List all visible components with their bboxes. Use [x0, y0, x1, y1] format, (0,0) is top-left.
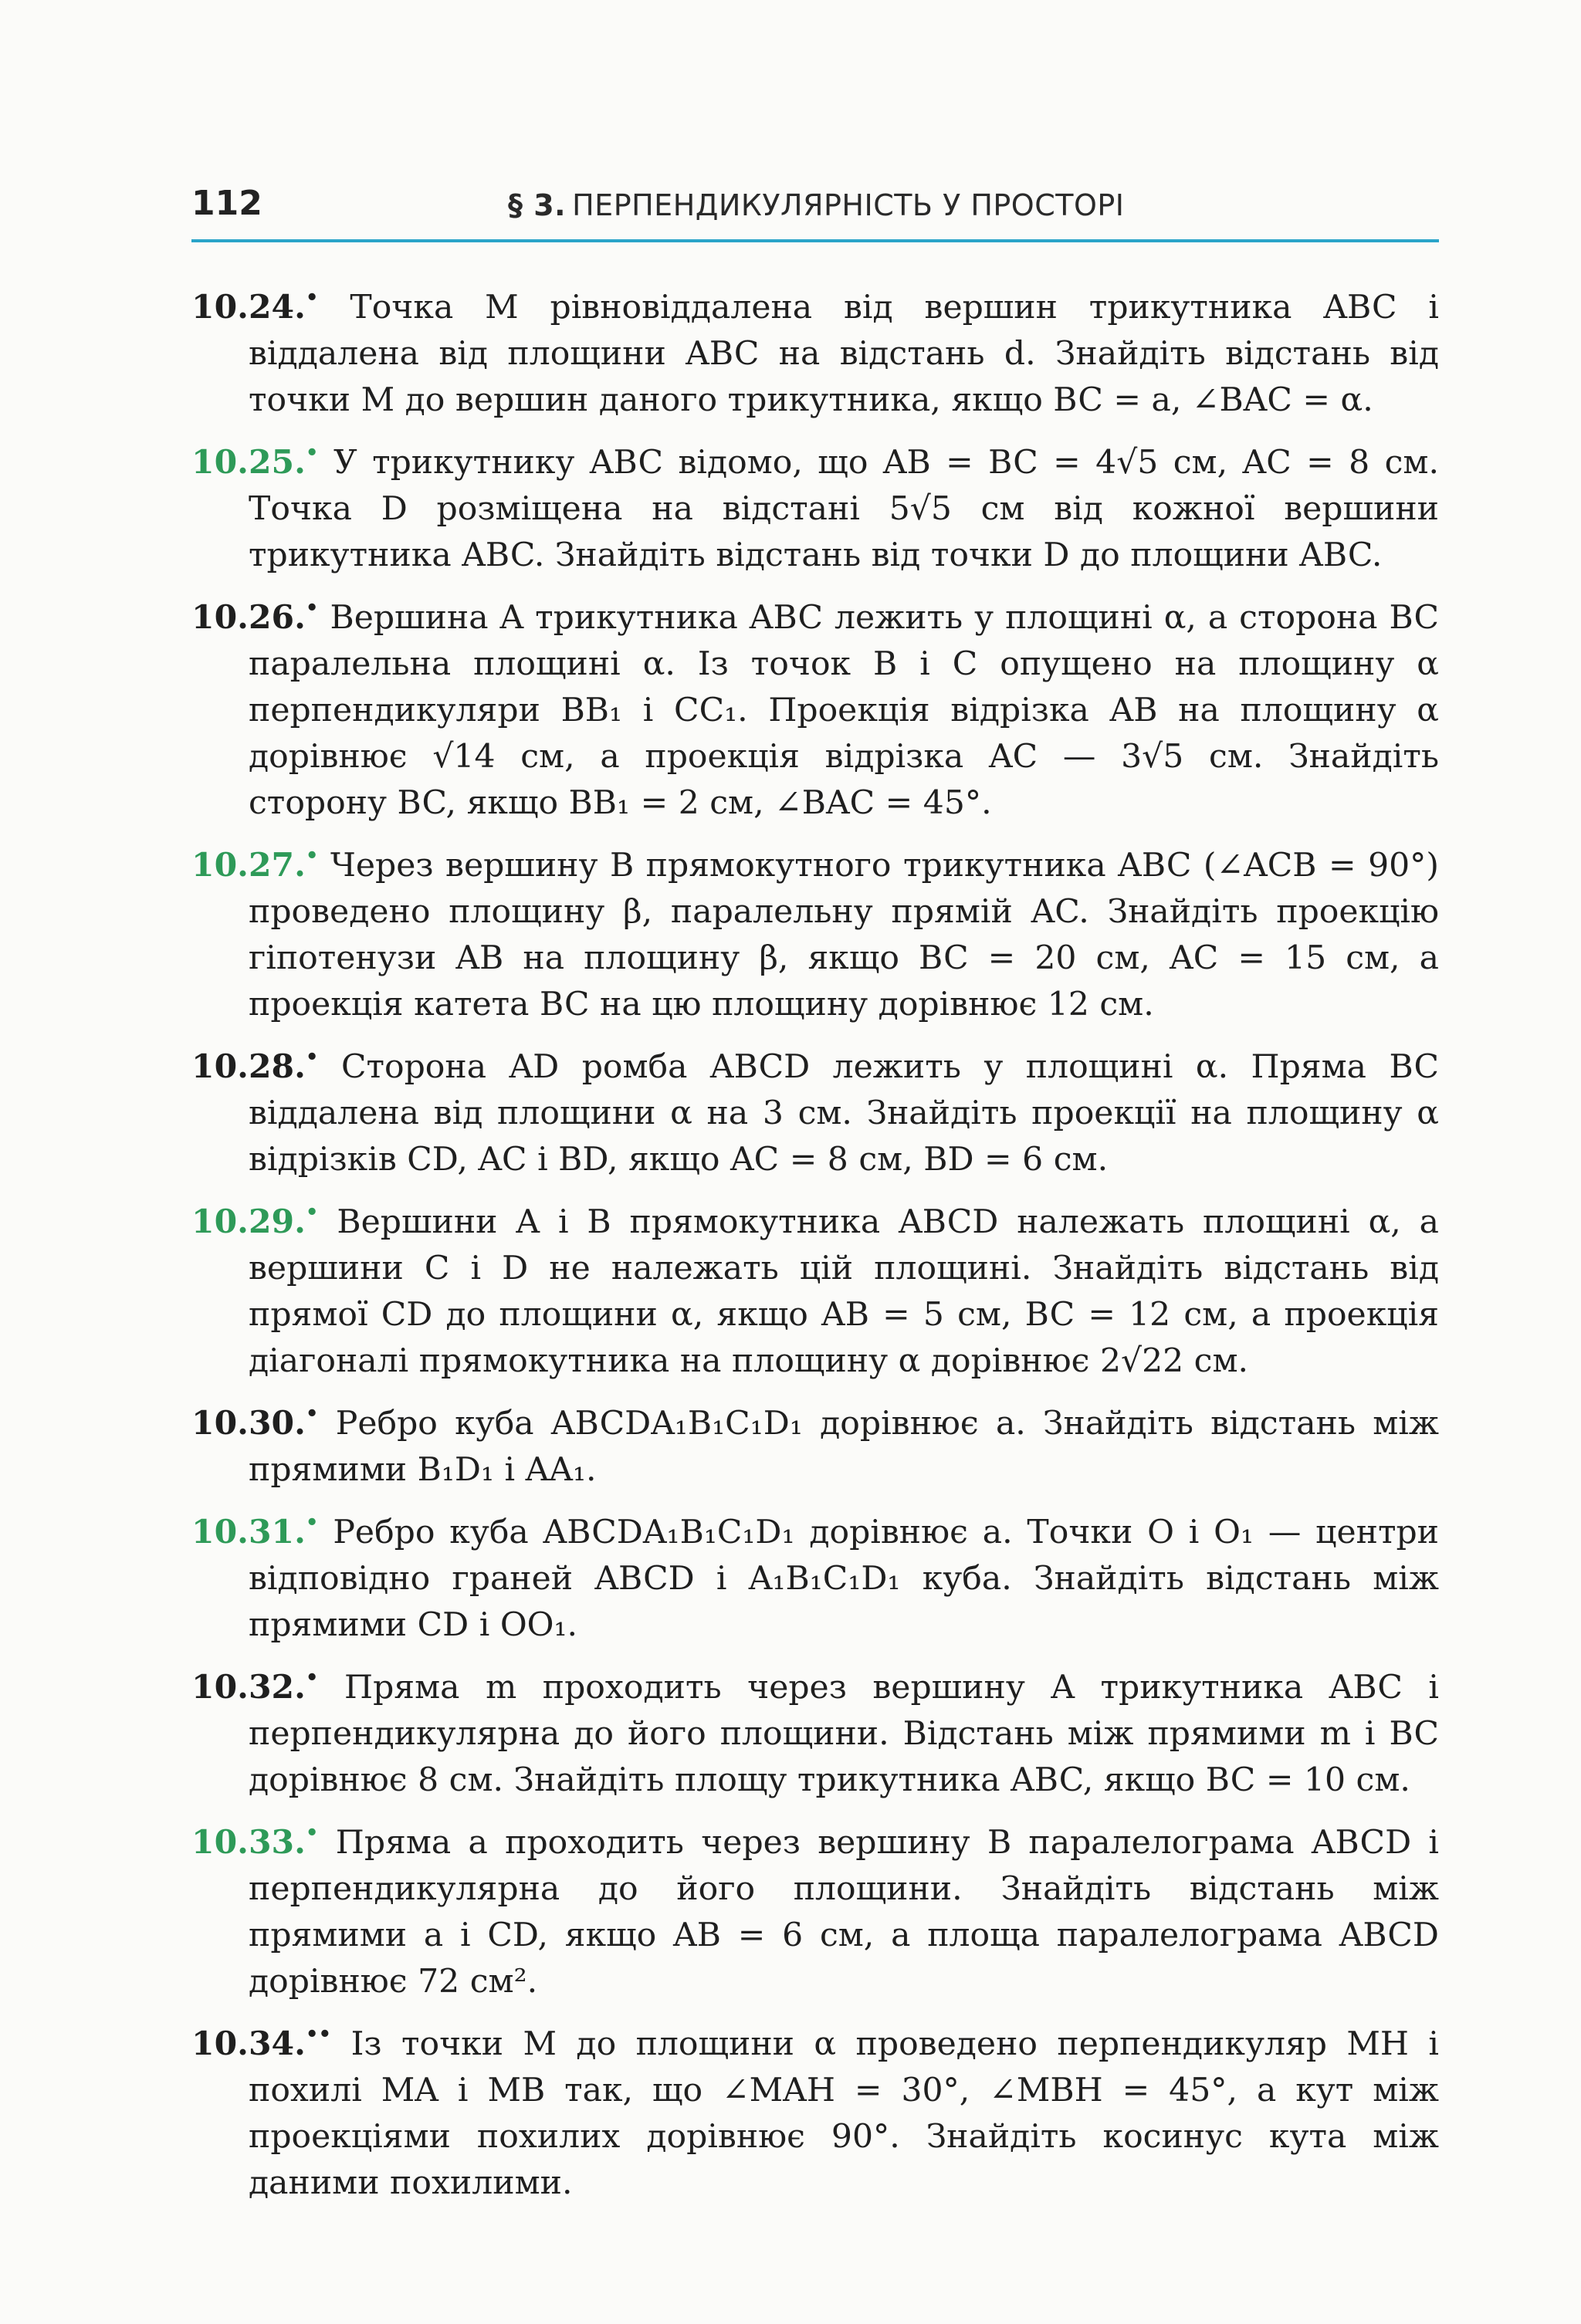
problem-number: 10.27.•	[191, 844, 319, 885]
problem-10-27	[191, 833, 1439, 1028]
problem-number: 10.24.•	[191, 286, 319, 326]
problem-10-30	[191, 1391, 1439, 1494]
problem-number: 10.31.•	[191, 1511, 319, 1551]
problem-10-33	[191, 1810, 1439, 2005]
problem-10-24	[191, 275, 1439, 424]
problem-number: 10.28.•	[191, 1046, 319, 1086]
problem-text: Точка M рівновіддалена від вершин трикутника ABC і віддалена від площини ABC на відстань d. Знайдіть відстань від точки M до вершин даного трикутника, якщо BC = a, ∠BAC = α.	[249, 289, 1439, 419]
problem-number: 10.32.•	[191, 1666, 319, 1707]
problem-text: Вершини A і B прямокутника ABCD належать площині α, а вершини C і D не належать цій площині. Знайдіть відстань від прямої CD до площини α, якщо AB = 5 см, BC = 12 см, а проекція діагоналі прямокутника на площину α дорівнює 2√22 см.	[249, 1203, 1439, 1380]
problem-text: Через вершину B прямокутного трикутника ABC (∠ACB = 90°) проведено площину β, паралельну прямій AC. Знайдіть проекцію гіпотенузи AB на площину β, якщо BC = 20 см, AC = 15 см, а проекція катета BC на цю площину дорівнює 12 см.	[249, 847, 1439, 1023]
problem-10-34	[191, 2011, 1439, 2207]
problem-10-28	[191, 1034, 1439, 1183]
problem-10-31	[191, 1500, 1439, 1649]
problem-number: 10.25.•	[191, 441, 319, 482]
header-rule	[191, 239, 1439, 242]
section-title	[508, 188, 1125, 222]
problem-10-26	[191, 585, 1439, 827]
problem-text: У трикутнику ABC відомо, що AB = BC = 4√5 см, AC = 8 см. Точка D розміщена на відстані 5√5 см від кожної вершини трикутника ABC. Знайдіть відстань від точки D до площини ABC.	[249, 444, 1439, 574]
problem-number: 10.33.•	[191, 1822, 319, 1862]
problem-text: Ребро куба ABCDA₁B₁C₁D₁ дорівнює a. Точки O і O₁ — центри відповідно граней ABCD і A₁B₁C₁D₁ куба. Знайдіть відстань між прямими CD і OO₁.	[249, 1514, 1439, 1644]
problem-10-32	[191, 1655, 1439, 1804]
problem-number: 10.29.•	[191, 1201, 319, 1241]
problem-text: Із точки M до площини α проведено перпендикуляр MH і похилі MA і MB так, що ∠MAH = 30°, ∠MBH = 45°, а кут між проекціями похилих дорівнює 90°. Знайдіть косинус кута між даними похилими.	[249, 2025, 1440, 2202]
problem-text: Пряма a проходить через вершину B паралелограма ABCD і перпендикулярна до його площини. Знайдіть відстань між прямими a і CD, якщо AB = 6 см, а площа паралелограма ABCD дорівнює 72 см².	[249, 1824, 1439, 2001]
problem-text: Сторона AD ромба ABCD лежить у площині α. Пряма BC віддалена від площини α на 3 см. Знайдіть проекції на площину α відрізків CD, AC і BD, якщо AC = 8 см, BD = 6 см.	[249, 1048, 1439, 1179]
problem-number: 10.26.•	[191, 597, 319, 637]
problem-text: Вершина A трикутника ABC лежить у площині α, а сторона BC паралельна площині α. Із точок B і C опущено на площину α перпендикуляри BB₁ і CC₁. Проекція відрізка AB на площину α дорівнює √14 см, а проекція відрізка AC — 3√5 см. Знайдіть сторону BC, якщо BB₁ = 2 см, ∠BAC = 45°.	[249, 599, 1439, 822]
problem-text: Пряма m проходить через вершину A трикутника ABC і перпендикулярна до його площини. Відстань між прямими m і BC дорівнює 8 см. Знайдіть площу трикутника ABC, якщо BC = 10 см.	[249, 1669, 1439, 1799]
problem-text: Ребро куба ABCDA₁B₁C₁D₁ дорівнює a. Знайдіть відстань між прямими B₁D₁ і AA₁.	[249, 1405, 1439, 1489]
problem-list	[191, 275, 1439, 2213]
problem-10-25	[191, 430, 1439, 579]
problem-number: 10.34.••	[191, 2023, 332, 2063]
page-number: 112	[191, 184, 262, 223]
section-title-text: ПЕРПЕНДИКУЛЯРНІСТЬ У ПРОСТОРІ	[572, 188, 1125, 222]
section-symbol: § 3.	[508, 188, 567, 222]
problem-number: 10.30.•	[191, 1402, 319, 1443]
page-header	[191, 181, 1439, 242]
problem-10-29	[191, 1189, 1439, 1385]
